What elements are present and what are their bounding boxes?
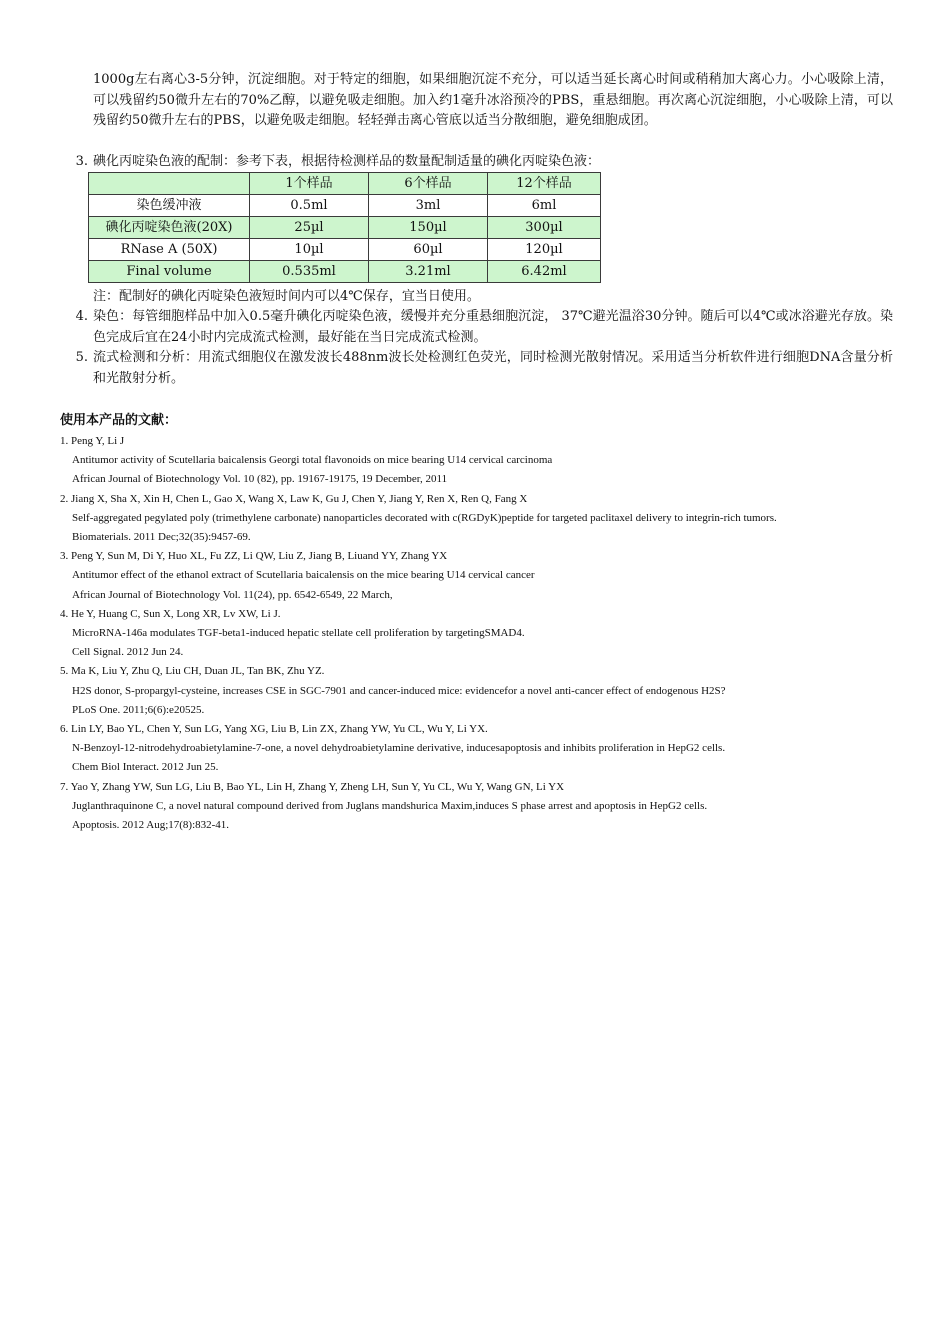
step-number: 4. [75,309,88,324]
table-row [89,195,601,217]
reference-title: Antitumor activity of Scutellaria baicalensis Georgi total flavonoids on mice bearing U14 cervical carcinoma [72,454,553,467]
table-cell: 0.5ml [250,195,369,217]
table-cell: RNase A (50X) [89,239,250,261]
table-cell: 染色缓冲液 [89,195,250,217]
table-cell [89,173,250,195]
table-cell: 10µl [250,239,369,261]
reference-source: Biomaterials. 2011 Dec;32(35):9457-69. [72,531,251,544]
table-cell: 3ml [369,195,488,217]
reference-title: MicroRNA-146a modulates TGF-beta1-induced hepatic stellate cell proliferation by targetingSMAD4. [72,627,525,640]
reference-item [60,662,900,720]
reference-authors: 7. Yao Y, Zhang YW, Sun LG, Liu B, Bao YL, Lin H, Zhang Y, Zheng LH, Sun Y, Yu CL, Wu Y, Wang GN, Li YX [60,780,565,793]
reference-authors: 3. Peng Y, Sun M, Di Y, Huo XL, Fu ZZ, Li QW, Liu Z, Jiang B, Liuand YY, Zhang YX [60,550,448,563]
reference-source: PLoS One. 2011;6(6):e20525. [72,703,205,716]
table-cell: 12个样品 [488,173,601,195]
table-cell: 3.21ml [369,261,488,283]
reference-list [60,432,900,835]
table-row [89,239,601,261]
reference-title: Antitumor effect of the ethanol extract of Scutellaria baicalensis on the mice bearing U14 cervical cancer [72,569,535,582]
staining-solution-table [88,172,601,283]
reference-item [60,547,900,605]
table-cell: 60µl [369,239,488,261]
table-cell: Final volume [89,261,250,283]
reference-source: African Journal of Biotechnology Vol. 10 (82), pp. 19167-19175, 19 December, 2011 [72,473,448,486]
table-row [89,217,601,239]
reference-item [60,605,900,663]
storage-note: 注：配制好的碘化丙啶染色液短时间内可以4℃保存，宜当日使用。 [93,289,480,304]
step-3 [60,152,893,173]
step-number: 5. [75,350,88,365]
reference-item [60,778,900,836]
reference-source: Chem Biol Interact. 2012 Jun 25. [72,761,219,774]
table-cell: 120µl [488,239,601,261]
reference-item [60,432,900,490]
step-4 [60,307,893,348]
table-row [89,261,601,283]
table-cell: 碘化丙啶染色液(20X) [89,217,250,239]
step-text: 碘化丙啶染色液的配制：参考下表，根据待检测样品的数量配制适量的碘化丙啶染色液： [93,154,601,169]
reference-source: Cell Signal. 2012 Jun 24. [72,646,184,659]
step-text: 流式检测和分析：用流式细胞仪在激发波长488nm波长处检测红色荧光，同时检测光散射情况。采用适当分析软件进行细胞DNA含量分析和光散射分析。 [93,350,893,386]
table-cell: 6ml [488,195,601,217]
table-cell: 6个样品 [369,173,488,195]
reference-title: Self-aggregated pegylated poly (trimethylene carbonate) nanoparticles decorated with c(RGDyK)peptide for targeted paclitaxel delivery to integrin-rich tumors. [72,511,777,524]
table-cell: 6.42ml [488,261,601,283]
reference-title: H2S donor, S-propargyl-cysteine, increases CSE in SGC-7901 and cancer-induced mice: evidencefor a novel anti-cancer effect of endogenous H2S? [72,684,726,697]
table-cell: 25µl [250,217,369,239]
table-cell: 0.535ml [250,261,369,283]
step-5 [60,348,893,389]
table-header-row [89,173,601,195]
table-cell: 300µl [488,217,601,239]
intro-paragraph: 1000g左右离心3-5分钟，沉淀细胞。对于特定的细胞，如果细胞沉淀不充分，可以适当延长离心时间或稍稍加大离心力。小心吸除上清，可以残留约50微升左右的70%乙醇，以避免吸走细胞。加入约1毫升冰浴预冷的PBS，重悬细胞。再次离心沉淀细胞，小心吸除上清，可以残留约50微升左右的PBS，以避免吸走细胞。轻轻弹击离心管底以适当分散细胞，避免细胞成团。 [93,72,893,128]
reference-source: Apoptosis. 2012 Aug;17(8):832-41. [72,819,230,832]
reference-item [60,720,900,778]
reference-title: Juglanthraquinone C, a novel natural compound derived from Juglans mandshurica Maxim,induces S phase arrest and apoptosis in HepG2 cells. [72,799,708,812]
step-number: 3. [75,154,88,169]
table-cell: 1个样品 [250,173,369,195]
step-text: 染色：每管细胞样品中加入0.5毫升碘化丙啶染色液，缓慢并充分重悬细胞沉淀， 37℃避光温浴30分钟。随后可以4℃或冰浴避光存放。染色完成后宜在24小时内完成流式检测，最好能在当日完成流式检测。 [93,309,893,345]
table-cell: 150µl [369,217,488,239]
reference-authors: 1. Peng Y, Li J [60,435,125,447]
reference-authors: 2. Jiang X, Sha X, Xin H, Chen L, Gao X, Wang X, Law K, Gu J, Chen Y, Jiang Y, Ren X, Ren Q, Fang X [60,492,528,505]
reference-source: African Journal of Biotechnology Vol. 11(24), pp. 6542-6549, 22 March, [72,588,393,601]
reference-item [60,490,900,548]
reference-title: N-Benzoyl-12-nitrodehydroabietylamine-7-one, a novel dehydroabietylamine derivative, inducesapoptosis and inhibits proliferation in HepG2 cells. [72,742,726,755]
reference-authors: 5. Ma K, Liu Y, Zhu Q, Liu CH, Duan JL, Tan BK, Zhu YZ. [60,665,325,678]
reference-authors: 6. Lin LY, Bao YL, Chen Y, Sun LG, Yang XG, Liu B, Lin ZX, Zhang YW, Yu CL, Wu Y, Li YX. [60,723,488,736]
reference-authors: 4. He Y, Huang C, Sun X, Long XR, Lv XW, Li J. [60,607,281,620]
references-heading: 使用本产品的文献： [60,413,178,428]
